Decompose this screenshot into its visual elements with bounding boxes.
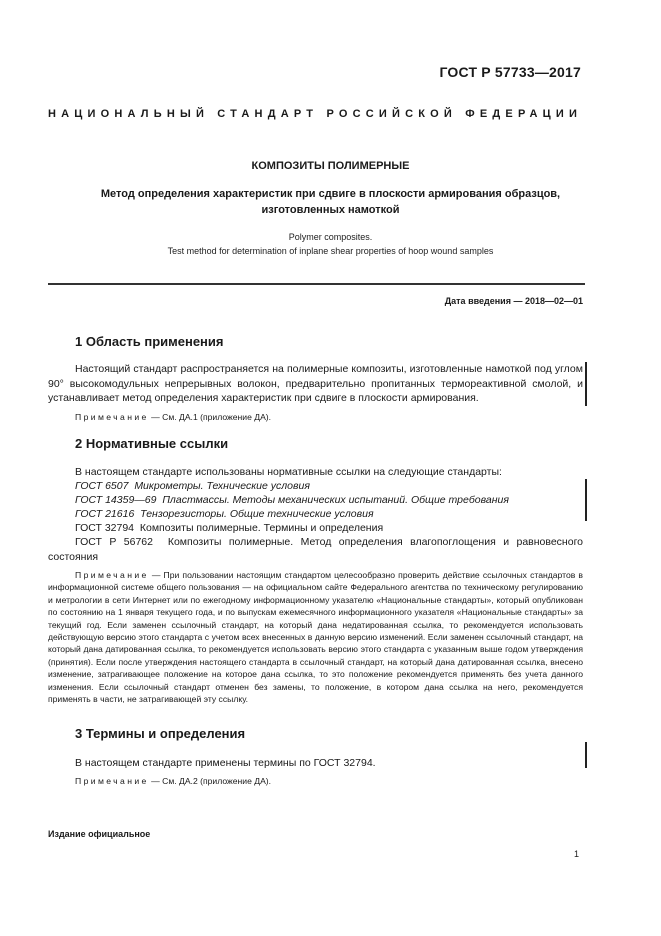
document-title: КОМПОЗИТЫ ПОЛИМЕРНЫЕ bbox=[251, 160, 410, 172]
document-code: ГОСТ Р 57733—2017 bbox=[439, 64, 581, 80]
note-text: — При пользовании настоящим стандартом целесообразно проверить действие ссылочных стандартов в информационной системе общего пользования — на официальном сайте Федерального агентства по техническому регулированию и метрологии в сети Интернет или по ежегодному информационному указателю «Национальные стандарты», который опубликован по состоянию на 1 января текущего года, и по выпускам ежемесячного информационного указателя «Национальные стандарты» за текущий год. Если заменен ссылочный стандарт, на который дана недатированная ссылка, то рекомендуется использовать действующую версию этого стандарта с учетом всех внесенных в данную версию изменений. Если заменен ссылочный стандарт, на который дана датированная ссылка, то рекомендуется использовать версию этого стандарта с указанным выше годом утверждения (принятия). Если после утверждения настоящего стандарта в ссылочный стандарт, на который дана датированная ссылка, внесено изменение, затрагивающее положение на которое дана ссылка, то это положение рекомендуется применять без учета данного изменения. Если ссылочный стандарт отменен без замены, то положение, в котором дана ссылка на него, рекомендуется применять в части, не затрагивающей эту ссылку. bbox=[48, 570, 583, 705]
reference-item bbox=[48, 535, 583, 564]
subtitle-line-1: Метод определения характеристик при сдвиге в плоскости армирования образцов, bbox=[100, 188, 561, 200]
note-label: Примечание bbox=[75, 570, 149, 580]
section-3-text: В настоящем стандарте применены термины по ГОСТ 32794. bbox=[75, 757, 376, 769]
reference-item bbox=[75, 479, 583, 494]
section-2-note bbox=[48, 569, 583, 705]
section-3-heading: 3 Термины и определения bbox=[75, 726, 246, 741]
section-2-heading: 2 Нормативные ссылки bbox=[75, 436, 229, 451]
change-bar bbox=[585, 362, 587, 406]
reference-title: Микрометры. Технические условия bbox=[134, 480, 310, 492]
reference-title: Тензорезисторы. Общие технические условия bbox=[140, 508, 374, 520]
reference-item bbox=[75, 507, 583, 522]
section-2-intro: В настоящем стандарте использованы нормативные ссылки на следующие стандарты: bbox=[75, 466, 502, 478]
reference-title: Композиты полимерные. Метод определения влагопоглощения и равновесного состояния bbox=[48, 536, 584, 563]
section-1-heading: 1 Область применения bbox=[75, 334, 224, 349]
change-bar bbox=[585, 742, 587, 768]
document-subtitle bbox=[0, 186, 661, 218]
reference-title: Пластмассы. Методы механических испытаний. Общие требования bbox=[162, 494, 509, 506]
introduction-date: Дата введения — 2018—02—01 bbox=[444, 296, 583, 306]
reference-title: Композиты полимерные. Термины и определения bbox=[139, 522, 384, 534]
reference-item bbox=[75, 521, 583, 536]
section-3-note bbox=[75, 775, 583, 787]
official-edition-label: Издание официальное bbox=[48, 829, 151, 839]
subtitle-line-2: изготовленных намоткой bbox=[261, 204, 400, 216]
reference-item bbox=[75, 493, 583, 508]
change-bar bbox=[585, 479, 587, 521]
english-title-line-2: Test method for determination of inplane shear properties of hoop wound samples bbox=[167, 246, 494, 256]
section-1-note bbox=[75, 411, 583, 423]
note-label: Примечание bbox=[75, 412, 149, 422]
note-text: — См. ДА.1 (приложение ДА). bbox=[148, 412, 272, 422]
note-text: — См. ДА.2 (приложение ДА). bbox=[148, 776, 272, 786]
reference-code: ГОСТ Р 56762 bbox=[75, 536, 153, 548]
national-standard-banner: НАЦИОНАЛЬНЫЙ СТАНДАРТ РОССИЙСКОЙ ФЕДЕРАЦИИ bbox=[48, 108, 583, 120]
page-number: 1 bbox=[573, 849, 579, 859]
english-title bbox=[0, 230, 661, 258]
reference-code: ГОСТ 32794 bbox=[75, 522, 135, 534]
reference-code: ГОСТ 14359—69 bbox=[75, 494, 157, 506]
reference-code: ГОСТ 6507 bbox=[75, 480, 129, 492]
header-divider bbox=[48, 283, 585, 285]
reference-code: ГОСТ 21616 bbox=[75, 508, 135, 520]
section-1-text: Настоящий стандарт распространяется на полимерные композиты, изготовленные намоткой под углом 90° высокомодульных непрерывных волокон, предварительно пропитанных термореактивной смолой, и устанавливает метод определения характеристик при сдвиге в плоскости армирования. bbox=[48, 363, 583, 404]
note-label: Примечание bbox=[75, 776, 149, 786]
english-title-line-1: Polymer composites. bbox=[288, 232, 373, 242]
